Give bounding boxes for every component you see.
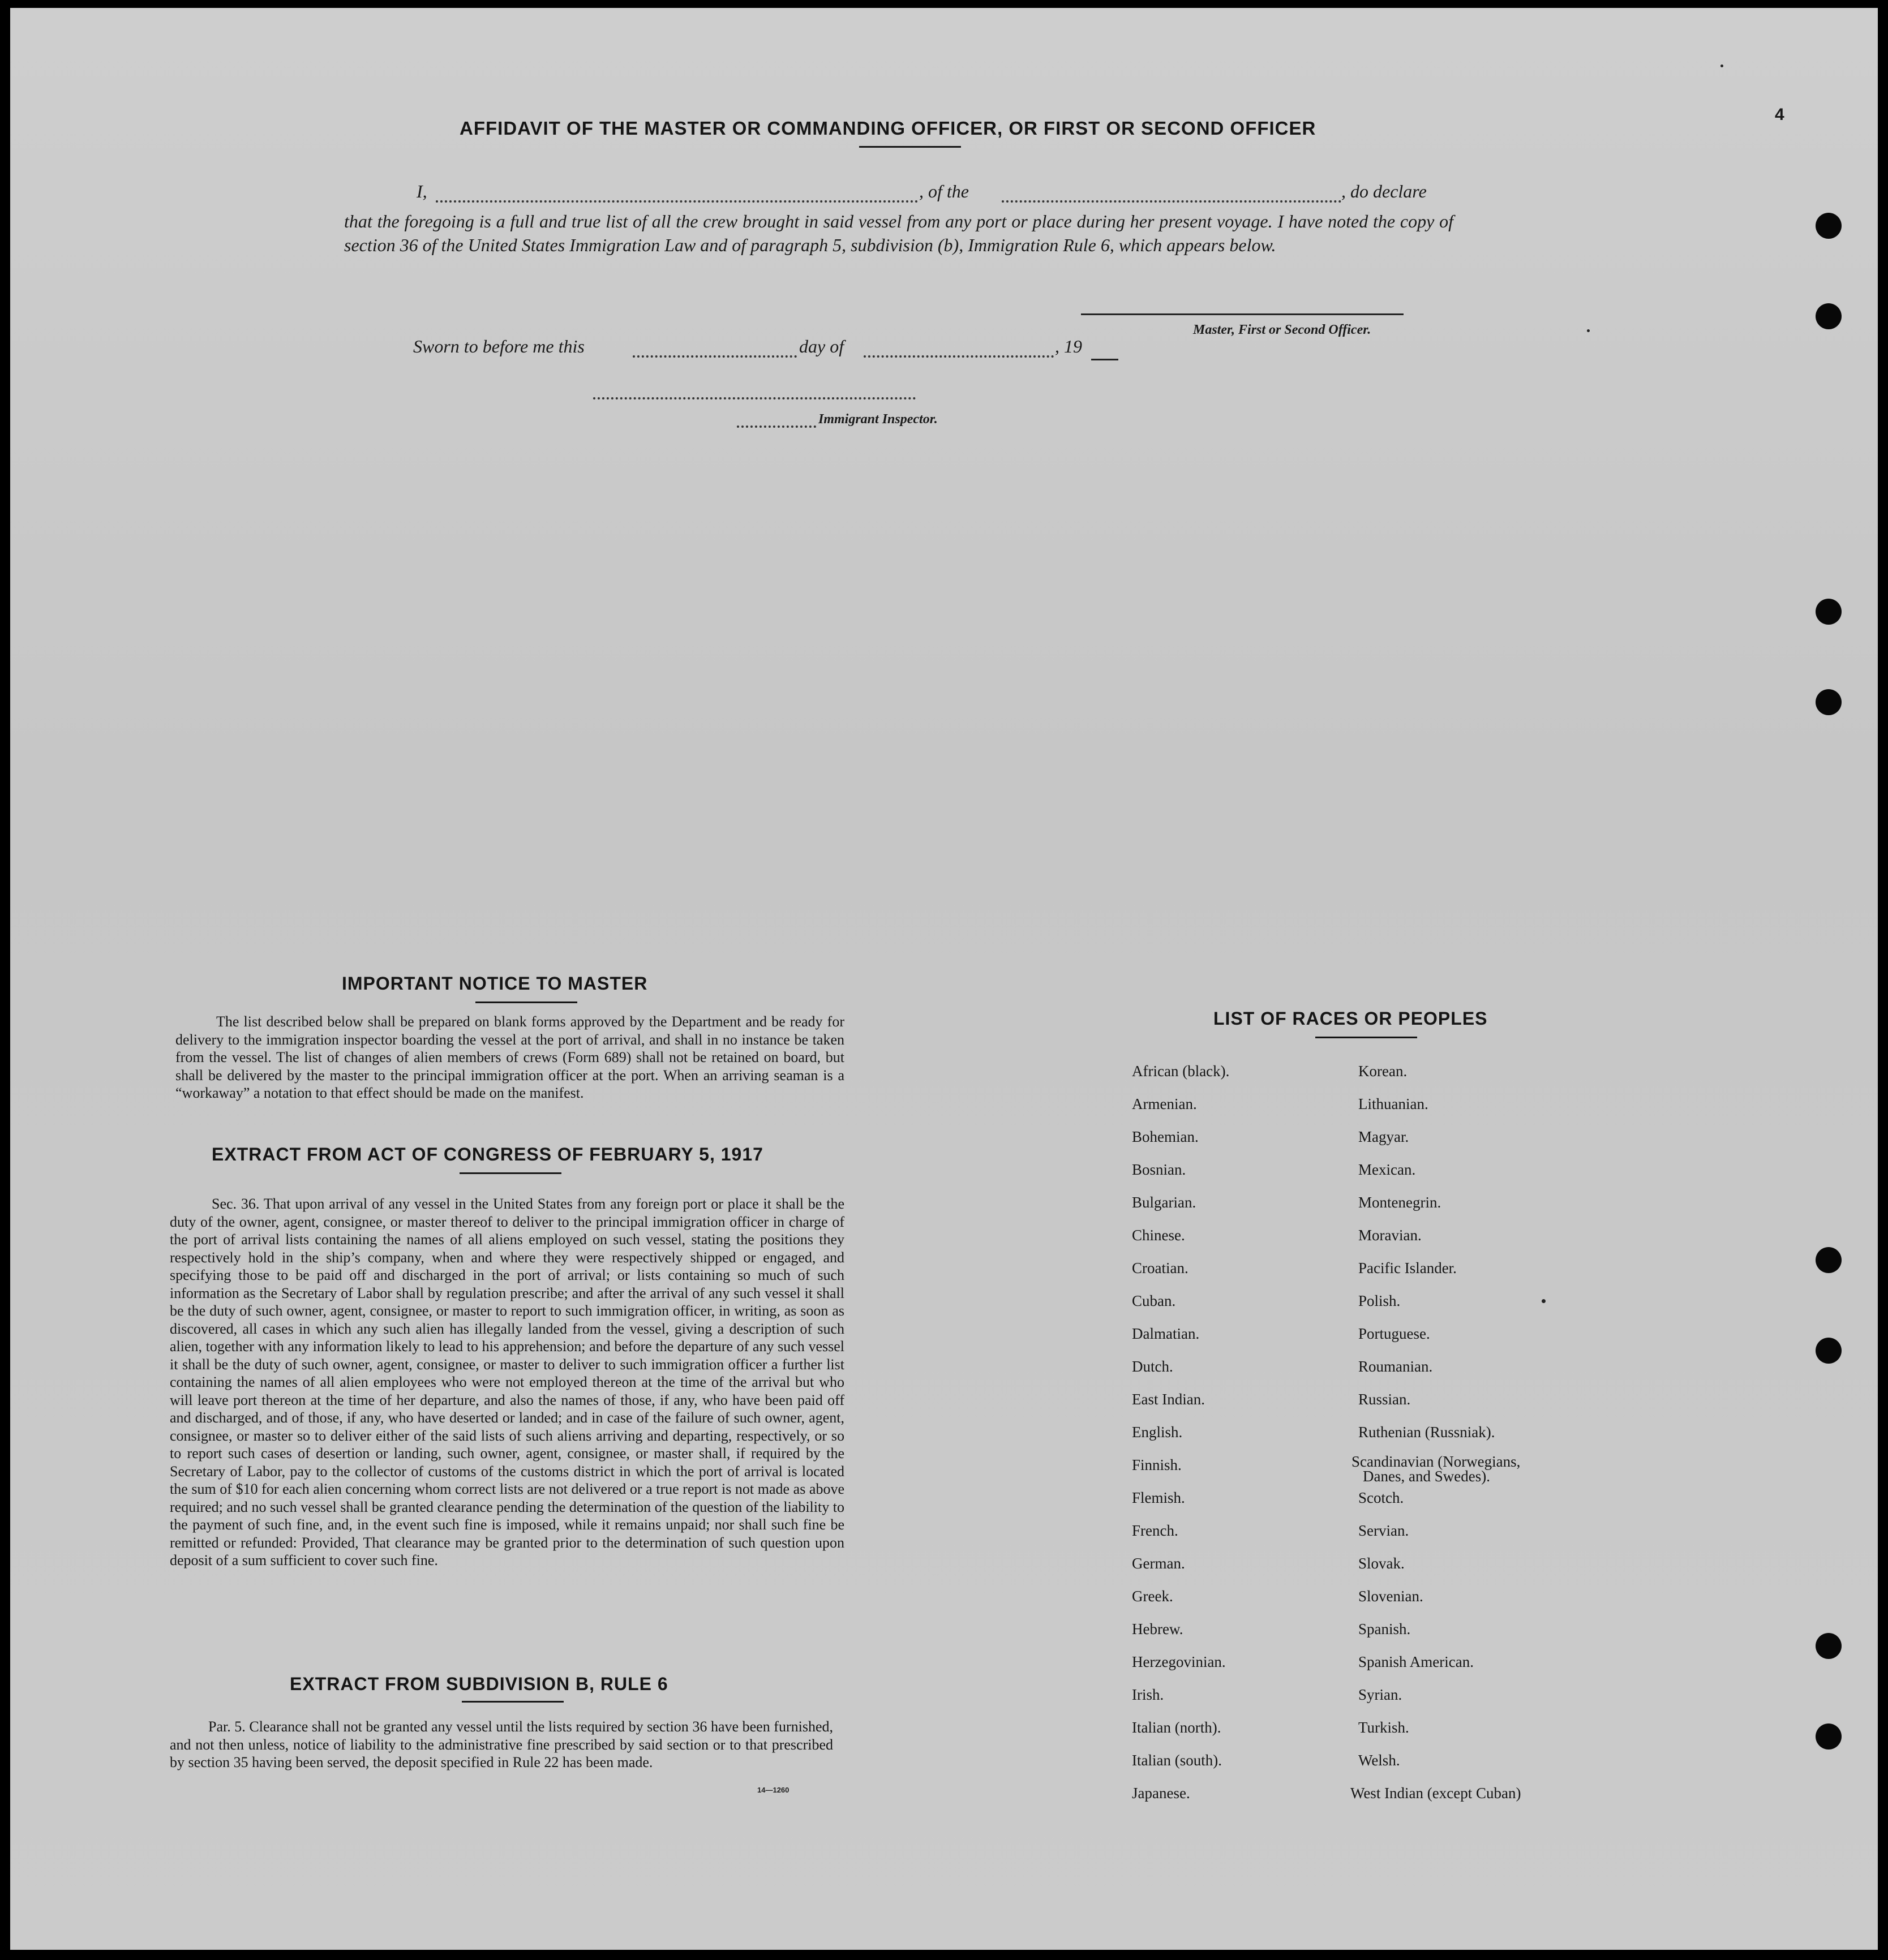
race-right-item: Russian. — [1358, 1391, 1411, 1408]
race-right-item: Ruthenian (Russniak). — [1358, 1424, 1495, 1441]
race-right-item: Syrian. — [1358, 1686, 1402, 1703]
race-left-item: Croatian. — [1132, 1260, 1188, 1276]
race-left-item: Italian (south). — [1132, 1752, 1222, 1769]
race-right-item: Slovenian. — [1358, 1588, 1423, 1605]
race-right-item: Korean. — [1358, 1063, 1408, 1080]
race-right-item: Scotch. — [1358, 1489, 1404, 1506]
race-left-item: Italian (north). — [1132, 1719, 1221, 1736]
master-name-line — [436, 200, 918, 203]
race-right-item: Slovak. — [1358, 1555, 1405, 1572]
ink-speck — [1587, 329, 1590, 332]
race-left-item: Finnish. — [1132, 1456, 1182, 1473]
year-label: , 19 — [1055, 336, 1082, 356]
affidavit-title: AFFIDAVIT OF THE MASTER OR COMMANDING OFFICER, OR FIRST OR SECOND OFFICER — [460, 118, 1316, 139]
inspector-caption: Immigrant Inspector. — [818, 412, 938, 427]
affidavit-title-rule — [859, 146, 961, 148]
races-title: LIST OF RACES OR PEOPLES — [1213, 1008, 1488, 1029]
notice-title-rule — [475, 1002, 577, 1003]
act-extract-text — [170, 1195, 844, 1570]
race-right-item: Spanish American. — [1358, 1653, 1474, 1670]
race-right-item: Pacific Islander. — [1358, 1260, 1457, 1276]
race-right-item-continuation: Danes, and Swedes). — [1363, 1468, 1490, 1485]
rule-extract-text-body: Par. 5. Clearance shall not be granted any vessel until the lists required by section 36 have been furnished, and not then unless, notice of liability to the administrative fine prescribed by said section or to that prescribed by section 35 having been served, the deposit specified in Rule 22 has been made. — [170, 1718, 833, 1770]
ink-speck — [1720, 65, 1723, 67]
punch-hole — [1816, 689, 1842, 715]
race-left-item: African (black). — [1132, 1063, 1230, 1080]
race-left-item: Cuban. — [1132, 1292, 1176, 1309]
race-left-item: Bohemian. — [1132, 1128, 1199, 1145]
master-signature-line — [1081, 313, 1404, 315]
race-right-item: Montenegrin. — [1358, 1194, 1441, 1211]
rule-extract-title-rule — [462, 1701, 564, 1703]
act-extract-text-body: Sec. 36. That upon arrival of any vessel in the United States from any foreign port or place it shall be the duty of the owner, agent, consignee, or master thereof to deliver to the principal immigration officer in charge of the port of arrival lists containing the names of all aliens employed on such vessel, stating the positions they respectively hold in the ship’s company, when and where they were respectively shipped or engaged, and specifying those to be paid off and discharged in the port of arrival; or lists containing so much of such information as the Secretary of Labor shall by regulation prescribe; and after the arrival of any such vessel it shall be the duty of such owner, agent, consignee, or master to report to such immigration officer, in writing, as soon as discovered, all cases in which any such alien has illegally landed from the vessel, giving a description of such alien, together with any information likely to lead to his apprehension; and before the departure of any such vessel it shall be the duty of such owner, agent, consignee, or master to deliver to such immigration officer a further list containing the names of all alien employees who were not employed thereon at the time of the arrival but who will leave port thereon at the time of her departure, and also the names of those, if any, who have been paid off and discharged, and of those, if any, who have deserted or landed; and in case of the failure of such owner, agent, consignee, or master so to deliver either of the said lists of such aliens arriving and departing, respectively, or so to report such cases of desertion or landing, such owner, agent, consignee, or master shall, if required by the Secretary of Labor, pay to the collector of customs of the customs district in which the port of arrival is located the sum of $10 for each alien concerning whom correct lists are not delivered or a true report is not made as above required; and no such vessel shall be granted clearance pending the determination of the question of the liability to the payment of such fine, and, in the event such fine is imposed, while it remains unpaid; nor shall such fine be remitted or refunded: Provided, That clearance may be granted prior to the determination of such question upon deposit of a sum sufficient to cover such fine. — [170, 1196, 844, 1568]
race-right-item: Scandinavian (Norwegians, — [1351, 1453, 1521, 1470]
race-left-item: Hebrew. — [1132, 1621, 1183, 1637]
race-left-item: Dutch. — [1132, 1358, 1173, 1375]
punch-hole — [1816, 303, 1842, 329]
inspector-signature-line — [593, 397, 916, 399]
sworn-year-line — [1091, 359, 1118, 360]
race-right-item: Portuguese. — [1358, 1325, 1430, 1342]
race-right-item: Roumanian. — [1358, 1358, 1433, 1375]
vessel-name-line — [1002, 200, 1341, 203]
affidavit-i-label: I, — [417, 181, 427, 201]
race-right-item: Turkish. — [1358, 1719, 1409, 1736]
affidavit-of-the-label: , of the — [919, 181, 969, 201]
punch-hole — [1816, 1633, 1842, 1659]
race-left-item: Flemish. — [1132, 1489, 1185, 1506]
punch-hole — [1816, 1723, 1842, 1750]
race-left-item: Irish. — [1132, 1686, 1164, 1703]
race-left-item: Japanese. — [1132, 1785, 1190, 1802]
inspector-caption-leader — [737, 425, 816, 428]
races-title-rule — [1315, 1037, 1417, 1038]
notice-text-body: The list described below shall be prepared on blank forms approved by the Department and be ready for delivery to the immigration inspector boarding the vessel at the port of arrival, and shall in no instance be taken from the vessel. The list of changes of alien members of crews (Form 689) shall not be retained on board, but shall be delivered by the master to the principal immigration officer at the port. When an arriving seaman is a “workaway” a notation to that effect should be made on the manifest. — [175, 1013, 844, 1101]
document-page — [10, 8, 1878, 1950]
race-right-item: Welsh. — [1358, 1752, 1400, 1769]
race-left-item: Bulgarian. — [1132, 1194, 1196, 1211]
race-right-item: Spanish. — [1358, 1621, 1411, 1637]
page-number: 4 — [1775, 105, 1784, 124]
race-left-item: Greek. — [1132, 1588, 1173, 1605]
punch-hole — [1816, 1338, 1842, 1364]
race-right-item: Servian. — [1358, 1522, 1409, 1539]
race-left-item: Dalmatian. — [1132, 1325, 1200, 1342]
rule-extract-text — [170, 1718, 833, 1772]
race-right-item: Mexican. — [1358, 1161, 1416, 1178]
race-left-item: Herzegovinian. — [1132, 1653, 1226, 1670]
race-left-item: Chinese. — [1132, 1227, 1185, 1244]
day-of-label: day of — [799, 336, 844, 356]
rule-extract-title: EXTRACT FROM SUBDIVISION B, RULE 6 — [290, 1674, 668, 1694]
master-signature-caption: Master, First or Second Officer. — [1193, 323, 1371, 337]
punch-hole — [1816, 599, 1842, 625]
race-left-item: Armenian. — [1132, 1095, 1197, 1112]
form-number: 14—1260 — [757, 1786, 789, 1794]
punch-hole — [1816, 213, 1842, 239]
race-left-item: French. — [1132, 1522, 1178, 1539]
notice-text — [175, 1013, 844, 1102]
ink-speck — [1542, 1299, 1546, 1303]
affidavit-declare-label: , do declare — [1341, 181, 1427, 201]
act-extract-title: EXTRACT FROM ACT OF CONGRESS OF FEBRUARY 5, 1917 — [212, 1144, 763, 1164]
race-left-item: Bosnian. — [1132, 1161, 1186, 1178]
race-right-item: Polish. — [1358, 1292, 1401, 1309]
sworn-month-line — [864, 355, 1054, 358]
punch-hole — [1816, 1247, 1842, 1273]
act-extract-title-rule — [460, 1172, 561, 1174]
sworn-label: Sworn to before me this — [413, 336, 585, 356]
race-left-item: German. — [1132, 1555, 1185, 1572]
race-right-item: Lithuanian. — [1358, 1095, 1428, 1112]
race-left-item: East Indian. — [1132, 1391, 1205, 1408]
race-right-item: West Indian (except Cuban) — [1350, 1785, 1521, 1802]
sworn-day-line — [633, 355, 797, 358]
race-left-item: English. — [1132, 1424, 1183, 1441]
affidavit-text: that the foregoing is a full and true list of all the crew brought in said vessel from any port or place during her present voyage. I have noted the copy of section 36 of the United States Immigration Law and of paragraph 5, subdivision (b), Immigration Rule 6, which appears below. — [344, 211, 1453, 255]
race-right-item: Moravian. — [1358, 1227, 1422, 1244]
notice-title: IMPORTANT NOTICE TO MASTER — [342, 973, 648, 994]
race-right-item: Magyar. — [1358, 1128, 1409, 1145]
